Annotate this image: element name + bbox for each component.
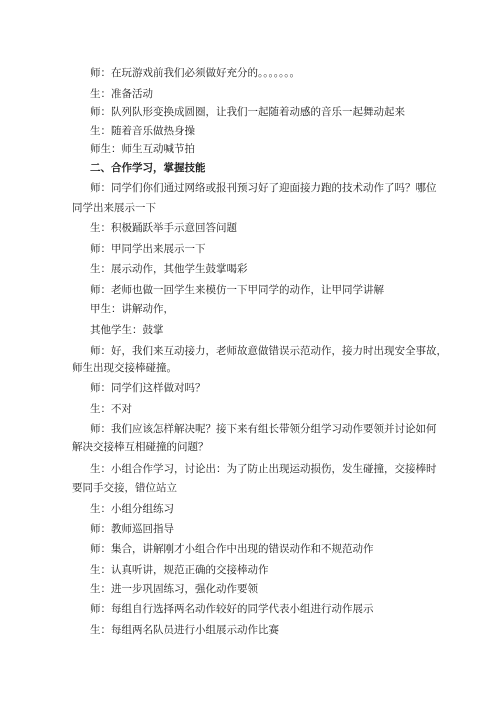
text-line: 师：每组自行选择两名动作较好的同学代表小组进行动作展示	[90, 603, 374, 615]
text-line: 生：展示动作，其他学生鼓掌喝彩	[90, 263, 248, 275]
text-line: 生：认真听讲，规范正确的交接棒动作	[90, 564, 269, 576]
text-line: 生：准备活动	[90, 88, 153, 100]
text-line: 其他学生：鼓掌	[90, 324, 164, 336]
text-line: 师：老师也做一回学生来模仿一下甲同学的动作，让甲同学讲解	[90, 284, 384, 296]
text-line: 生：小组合作学习，讨论出：为了防止出现运动损伤，发生碰撞，交接棒时	[90, 463, 437, 475]
text-line: 师：我们应该怎样解决呢？接下来有组长带领分组学习动作要领并讨论如何	[90, 423, 437, 435]
text-line: 生：每组两名队员进行小组展示动作比赛	[90, 624, 279, 636]
text-line: 甲生：讲解动作，	[90, 303, 174, 315]
text-line: 要同手交接，错位站立	[72, 482, 177, 494]
text-line: 同学出来展示一下	[72, 202, 156, 214]
section-heading: 二、合作学习，掌握技能	[90, 162, 206, 174]
text-line: 师：队列队形变换成圆圈，让我们一起随着动感的音乐一起舞动起来	[90, 106, 405, 118]
text-line: 师：同学们这样做对吗？	[90, 382, 206, 394]
text-line: 师生：师生互动喊节拍	[90, 143, 195, 155]
text-line: 生：积极踊跃举手示意回答问题	[90, 222, 237, 234]
text-line: 生：随着音乐做热身操	[90, 125, 195, 137]
text-line: 生：小组分组练习	[90, 503, 174, 515]
text-line: 生：进一步巩固练习，强化动作要领	[90, 583, 258, 595]
text-line: 师：集合，讲解刚才小组合作中出现的错误动作和不规范动作	[90, 543, 374, 555]
text-line: 解决交接棒互相碰撞的问题？	[72, 441, 209, 453]
text-line: 师：在玩游戏前我们必须做好充分的。。。。。。。	[90, 67, 300, 79]
text-line: 师：同学们你们通过网络或报刊预习好了迎面接力跑的技术动作了吗？哪位	[90, 182, 437, 194]
text-line: 师生出现交接棒碰撞。	[72, 362, 177, 374]
text-line: 师：好，我们来互动接力，老师故意做错误示范动作，接力时出现安全事故，	[90, 345, 447, 357]
text-line: 生：不对	[90, 403, 132, 415]
text-line: 师：甲同学出来展示一下	[90, 243, 206, 255]
text-line: 师：教师巡回指导	[90, 523, 174, 535]
